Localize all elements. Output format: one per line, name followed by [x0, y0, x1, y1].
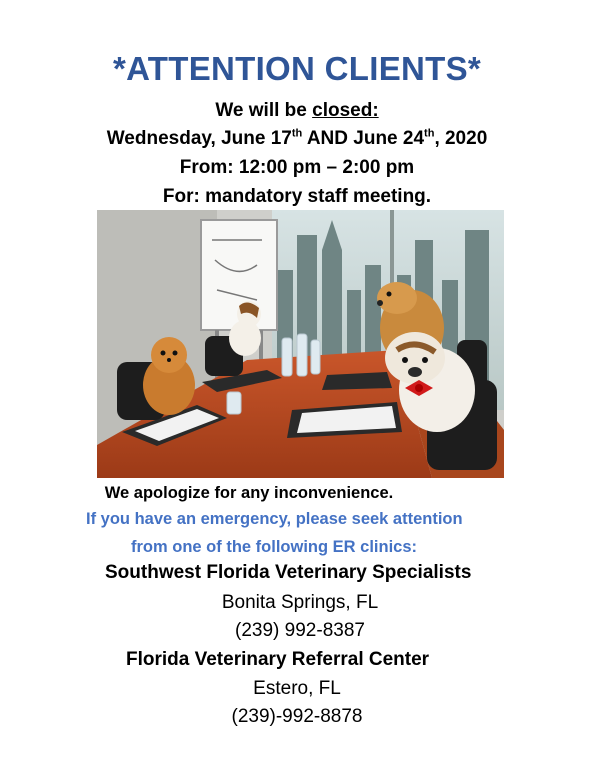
clinic-1-city: Bonita Springs, FL: [221, 592, 379, 613]
clinic-2-city: Estero, FL: [253, 678, 341, 699]
emergency-line-2: from one of the following ER clinics:: [131, 538, 418, 556]
clinic-1-phone: (239) 992-8387: [235, 620, 365, 641]
apology-line: We apologize for any inconvenience.: [104, 484, 394, 502]
date-suffix-1: th: [291, 127, 303, 140]
date-part-1: Wednesday, June 17: [106, 128, 292, 149]
time-line: From: 12:00 pm – 2:00 pm: [179, 157, 415, 178]
clinic-2-phone: (239)-992-8878: [231, 706, 363, 727]
closed-prefix: We will be: [215, 100, 307, 121]
dogs-meeting-photo: [97, 210, 504, 478]
closed-word: closed:: [312, 100, 379, 121]
date-suffix-2: th: [424, 127, 435, 140]
notice-title: *ATTENTION CLIENTS*: [112, 50, 482, 87]
date-part-3: , 2020: [434, 128, 488, 149]
dates-line: [0, 128, 594, 150]
reason-line: For: mandatory staff meeting.: [162, 186, 432, 207]
clinic-1-name: Southwest Florida Veterinary Specialists: [105, 562, 472, 583]
clinic-2-name: Florida Veterinary Referral Center: [126, 649, 430, 670]
closed-line: [0, 100, 594, 122]
emergency-line-1: If you have an emergency, please seek attention: [86, 510, 463, 528]
date-part-2: AND June 24: [302, 128, 425, 149]
